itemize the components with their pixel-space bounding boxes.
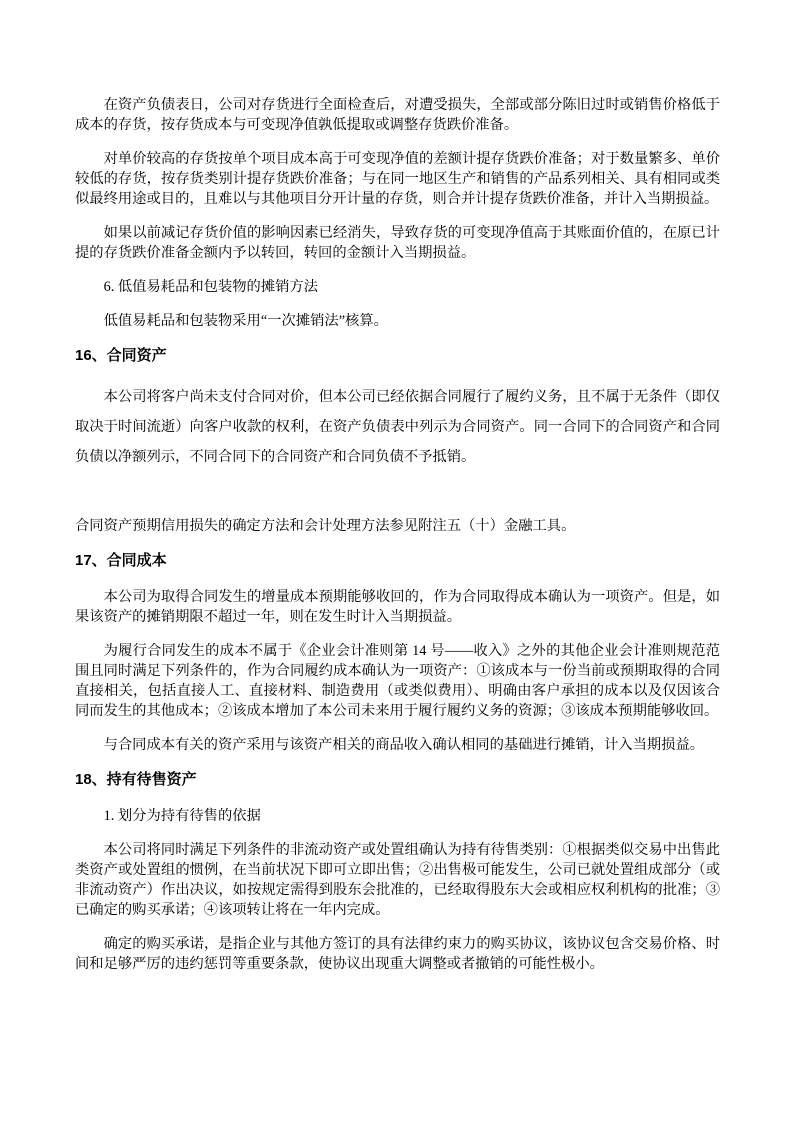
- list-item-1-held-for-sale-basis-title: 1. 划分为持有待售的依据: [103, 808, 261, 824]
- paragraph-held-for-sale-criteria: 本公司将同时满足下列条件的非流动资产或处置组确认为持有待售类别：①根据类似交易中出售此类资产或处置组的惯例，在当前状况下即可立即出售；②出售极可能发生，公司已就处置组成部分（或非流动资产）作出决议，如按规定需得到股东会批准的，已经取得股东大会或相应权利机构的批准；③已确定的购买承诺；④该项转让将在一年内完成。: [75, 842, 720, 918]
- paragraph-contract-acquisition-cost: 本公司为取得合同发生的增量成本预期能够收回的，作为合同取得成本确认为一项资产。但是，如果该资产的摊销期限不超过一年，则在发生时计入当期损益。: [75, 589, 720, 625]
- paragraph-contract-asset-definition: 本公司将客户尚未支付合同对价，但本公司已经依据合同履行了履约义务，且不属于无条件（即仅取决于时间流逝）向客户收款的权利，在资产负债表中列示为合同资产。同一合同下的合同资产和合同负债以净额列示，不同合同下的合同资产和合同负债不予抵销。: [75, 389, 720, 465]
- paragraph-inventory-check: 在资产负债表日，公司对存货进行全面检查后，对遭受损失，全部或部分陈旧过时或销售价格低于成本的存货，按存货成本与可变现净值孰低提取或调整存货跌价准备。: [75, 97, 720, 133]
- section-heading-16-contract-assets: 16、合同资产: [75, 347, 167, 364]
- paragraph-contract-asset-ecl-reference: 合同资产预期信用损失的确定方法和会计处理方法参见附注五（十）金融工具。: [75, 518, 576, 534]
- paragraph-contract-cost-amortization: 与合同成本有关的资产采用与该资产相关的商品收入确认相同的基础进行摊销，计入当期损益。: [103, 737, 705, 753]
- paragraph-inventory-provision: 对单价较高的存货按单个项目成本高于可变现净值的差额计提存货跌价准备；对于数量繁多、单价较低的存货，按存货类别计提存货跌价准备；与在同一地区生产和销售的产品系列相关、具有相同或类似最终用途或目的，且难以与其他项目分开计量的存货，则合并计提存货跌价准备，并计入当期损益。: [75, 151, 720, 207]
- paragraph-contract-fulfillment-cost: 为履行合同发生的成本不属于《企业会计准则第 14 号——收入》之外的其他企业会计准则规范范围且同时满足下列条件的，作为合同履约成本确认为一项资产：①该成本与一份当前或预期取得的合同直接相关，包括直接人工、直接材料、制造费用（或类似费用）、明确由客户承担的成本以及仅因该合同而发生的其他成本；②该成本增加了本公司未来用于履行履约义务的资源；③该成本预期能够收回。: [75, 643, 720, 719]
- list-item-6-amortization-method-title: 6. 低值易耗品和包装物的摊销方法: [103, 279, 319, 295]
- section-heading-17-contract-costs: 17、合同成本: [75, 552, 167, 569]
- section-heading-18-held-for-sale-assets: 18、持有待售资产: [75, 771, 197, 788]
- paragraph-low-value-consumables: 低值易耗品和包装物采用“一次摊销法”核算。: [103, 313, 388, 329]
- paragraph-inventory-reversal: 如果以前减记存货价值的影响因素已经消失，导致存货的可变现净值高于其账面价值的，在原已计提的存货跌价准备金额内予以转回，转回的金额计入当期损益。: [75, 225, 720, 261]
- paragraph-firm-purchase-commitment: 确定的购买承诺，是指企业与其他方签订的具有法律约束力的购买协议，该协议包含交易价格、时间和足够严厉的违约惩罚等重要条款，使协议出现重大调整或者撤销的可能性极小。: [75, 936, 720, 972]
